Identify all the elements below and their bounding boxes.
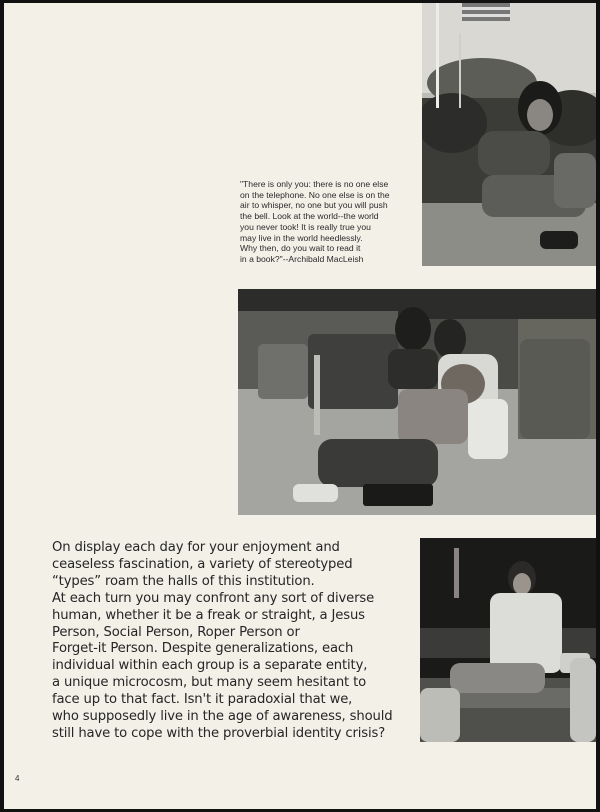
stage-photo-image (420, 538, 596, 742)
quote-line: may live in the world heedlessly. (240, 232, 363, 243)
quote-line: in a book?"--Archibald MacLeish (240, 253, 364, 264)
photo-student-on-lawn (422, 3, 596, 266)
body-line: face up to that fact. Isn't it paradoxial that we, (52, 692, 353, 708)
body-line: still have to cope with the proverbial identity crisis? (52, 725, 386, 741)
photo-students-in-auditorium (238, 289, 596, 515)
quote-line: air to whisper, no one but you will push (240, 200, 388, 211)
body-paragraph (52, 540, 412, 743)
photo-student-on-stage (420, 538, 596, 742)
body-line: individual within each group is a separate entity, (52, 658, 368, 674)
body-line: human, whether it be a freak or straight, a Jesus (52, 607, 365, 623)
body-line: Forget-it Person. Despite generalizations, each (52, 641, 354, 657)
body-line: Person, Social Person, Roper Person or (52, 624, 300, 640)
quote-line: you never took! It is really true you (240, 221, 371, 232)
body-line: “types” roam the halls of this institution. (52, 573, 315, 589)
macleish-quote (240, 179, 420, 265)
body-line: a unique microcosm, but many seem hesitant to (52, 675, 367, 691)
quote-line: on the telephone. No one else is on the (240, 189, 390, 200)
body-line: On display each day for your enjoyment and (52, 540, 340, 555)
quote-line: "There is only you: there is no one else (240, 179, 389, 189)
quote-line: Why then, do you wait to read it (240, 243, 361, 254)
body-line: ceaseless fascination, a variety of stereotyped (52, 556, 353, 572)
quote-line: the bell. Look at the world--the world (240, 211, 379, 222)
body-line: At each turn you may confront any sort of diverse (52, 590, 375, 606)
lawn-photo-image (422, 3, 596, 266)
page-number: 4 (15, 774, 20, 783)
body-line: who supposedly live in the age of awareness, should (52, 709, 393, 725)
auditorium-photo-image (238, 289, 596, 515)
yearbook-page (4, 3, 596, 809)
